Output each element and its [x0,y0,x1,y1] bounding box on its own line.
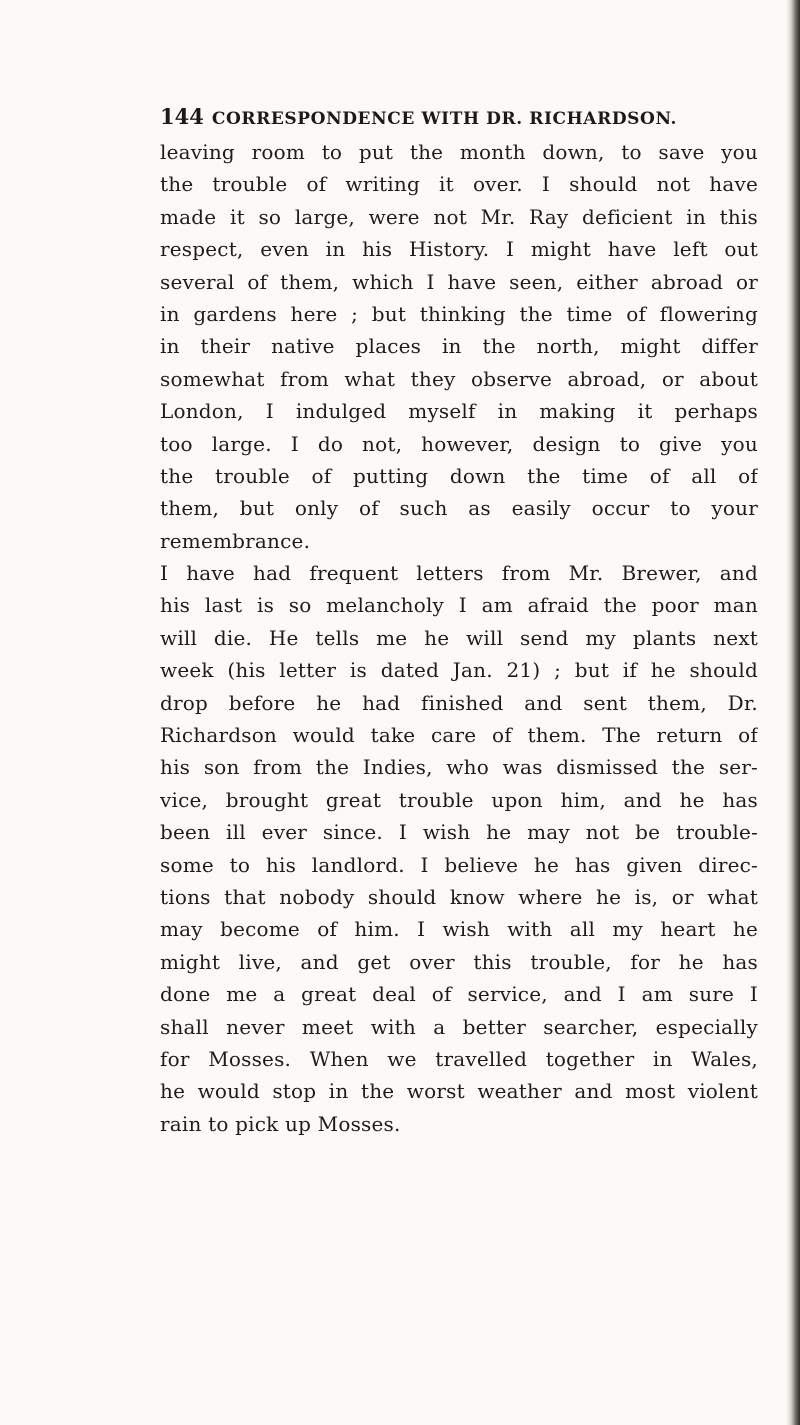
text-line: respect, even in his History. I might have left out [160,237,758,262]
text-line: made it so large, were not Mr. Ray deficient in this [160,204,758,229]
body-text [160,136,758,1140]
text-line: he would stop in the worst weather and most violent [160,1079,758,1104]
text-line: will die. He tells me he will send my plants next [160,625,758,650]
text-line: shall never meet with a better searcher, especially [160,1014,758,1039]
text-line: drop before he had finished and sent them, Dr. [160,690,758,715]
text-line: been ill ever since. I wish he may not be trouble- [160,820,758,845]
text-line: them, but only of such as easily occur to your [160,496,758,521]
page-number: 144 [160,104,204,129]
text-line: done me a great deal of service, and I am sure I [160,982,758,1007]
text-line: vice, brought great trouble upon him, and he has [160,787,758,812]
text-line: his last is so melancholy I am afraid the poor man [160,593,758,618]
text-line: several of them, which I have seen, either abroad or [160,269,758,294]
text-line: week (his letter is dated Jan. 21) ; but if he should [160,658,758,683]
text-line: Richardson would take care of them. The return of [160,723,758,748]
text-line: leaving room to put the month down, to save you [160,140,758,164]
text-line: the trouble of writing it over. I should not have [160,172,758,197]
paragraph-start-line: I have had frequent letters from Mr. Brewer, and [160,561,758,586]
text-line: too large. I do not, however, design to give you [160,431,758,456]
text-line: the trouble of putting down the time of all of [160,463,758,488]
page-header [160,104,720,134]
paragraph-end-line: remembrance. [160,528,311,553]
text-line: for Mosses. When we travelled together in Wales, [160,1046,758,1071]
page-edge-shadow [786,0,800,1425]
paragraph-end-line: rain to pick up Mosses. [160,1111,401,1136]
text-line: in their native places in the north, might differ [160,334,758,359]
text-line: London, I indulged myself in making it perhaps [160,399,758,424]
text-line: his son from the Indies, who was dismissed the ser- [160,755,758,780]
text-line: somewhat from what they observe abroad, or about [160,366,758,391]
running-head: CORRESPONDENCE WITH DR. RICHARDSON. [211,109,678,129]
text-line: tions that nobody should know where he is, or what [160,884,758,909]
text-line: might live, and get over this trouble, for he has [160,949,758,974]
text-line: some to his landlord. I believe he has given direc- [160,852,758,877]
text-line: may become of him. I wish with all my heart he [160,917,758,942]
text-line: in gardens here ; but thinking the time of flowering [160,301,758,326]
